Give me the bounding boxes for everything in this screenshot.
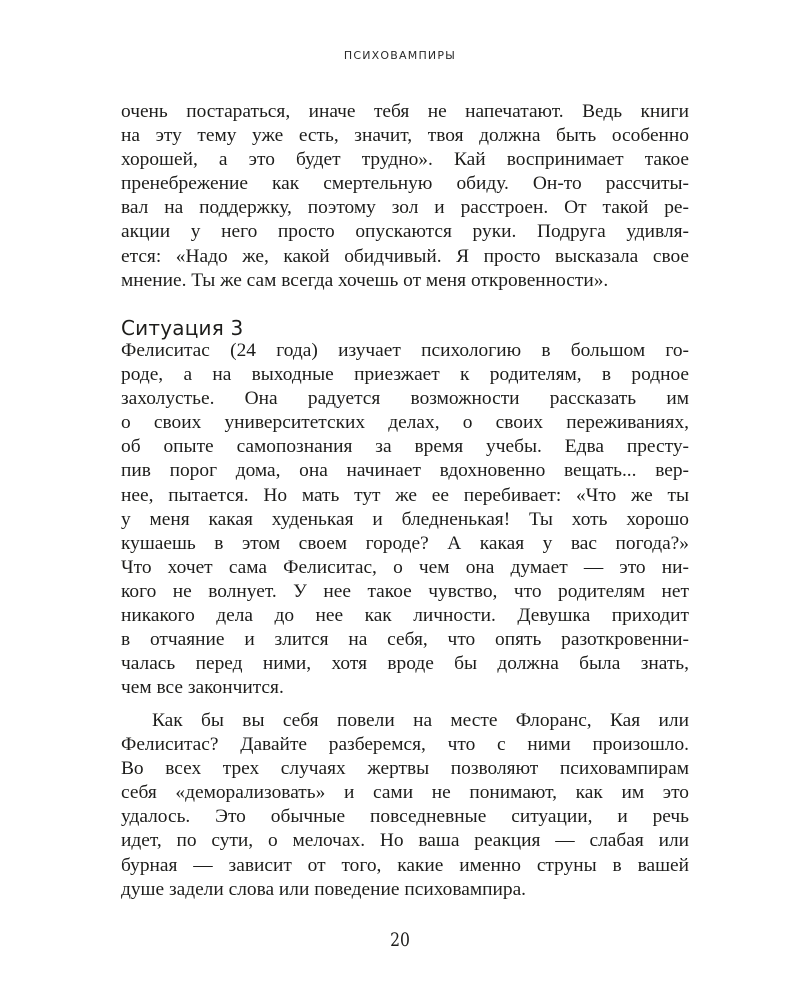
text-line: удалось. Это обычные повседневные ситуации, и речь: [121, 806, 689, 828]
running-head: ПСИХОВАМПИРЫ: [343, 49, 457, 62]
section-heading: Ситуация 3: [121, 316, 244, 340]
text-line: идет, по сути, о мелочах. Но ваша реакция — слабая или: [121, 830, 689, 852]
text-line: чалась перед ними, хотя вроде бы должна была знать,: [121, 653, 689, 675]
text-line: пив порог дома, она начинает вдохновенно вещать... вер-: [121, 460, 689, 482]
text-line: роде, а на выходные приезжает к родителям, в родное: [121, 364, 689, 386]
text-line: мнение. Ты же сам всегда хочешь от меня откровенности».: [121, 269, 609, 291]
text-line: вал на поддержку, поэтому зол и расстроен. От такой ре-: [121, 197, 689, 219]
text-line: захолустье. Она радуется возможности рассказать им: [121, 388, 689, 410]
text-line: Фелиситас? Давайте разберемся, что с ними произошло.: [121, 734, 689, 756]
text-line: очень постараться, иначе тебя не напечатают. Ведь книги: [121, 101, 689, 122]
text-line: Фелиситас (24 года) изучает психологию в большом го-: [121, 340, 689, 361]
paragraph-3: [121, 709, 689, 902]
text-line: себя «деморализовать» и сами не понимают, как им это: [121, 782, 689, 804]
paragraph-2: [121, 339, 689, 700]
text-line: чем все закончится.: [121, 677, 284, 699]
text-line: Как бы вы себя повели на месте Флоранс, Кая или: [152, 710, 689, 731]
text-line: ется: «Надо же, какой обидчивый. Я просто высказала свое: [121, 245, 689, 267]
text-line: Во всех трех случаях жертвы позволяют психовампирам: [121, 758, 689, 780]
text-line: бурная — зависит от того, какие именно струны в вашей: [121, 854, 689, 876]
text-line: кого не волнует. У нее такое чувство, что родителям нет: [121, 580, 689, 602]
text-line: пренебрежение как смертельную обиду. Он-то рассчиты-: [121, 173, 689, 195]
text-line: кушаешь в этом своем городе? А какая у вас погода?»: [121, 532, 689, 554]
text-line: Что хочет сама Фелиситас, о чем она думает — это ни-: [121, 556, 689, 578]
text-line: в отчаяние и злится на себя, что опять разоткровенни-: [121, 629, 689, 651]
page-number: 20: [390, 929, 410, 951]
text-line: об опыте самопознания за время учебы. Едва престу-: [121, 436, 689, 458]
text-line: на эту тему уже есть, значит, твоя должна быть особенно: [121, 125, 689, 147]
paragraph-1: [121, 100, 689, 293]
text-line: хорошей, а это будет трудно». Кай воспринимает такое: [121, 149, 689, 171]
text-line: никакого дела до нее как личности. Девушка приходит: [121, 605, 689, 627]
text-line: нее, пытается. Но мать тут же ее перебивает: «Что же ты: [121, 484, 689, 506]
text-line: акции у него просто опускаются руки. Подруга удивля-: [121, 221, 689, 243]
text-line: у меня какая худенькая и бледненькая! Ты хоть хорошо: [121, 508, 689, 530]
text-line: душе задели слова или поведение психовампира.: [121, 878, 527, 900]
text-line: о своих университетских делах, о своих переживаниях,: [121, 412, 689, 434]
